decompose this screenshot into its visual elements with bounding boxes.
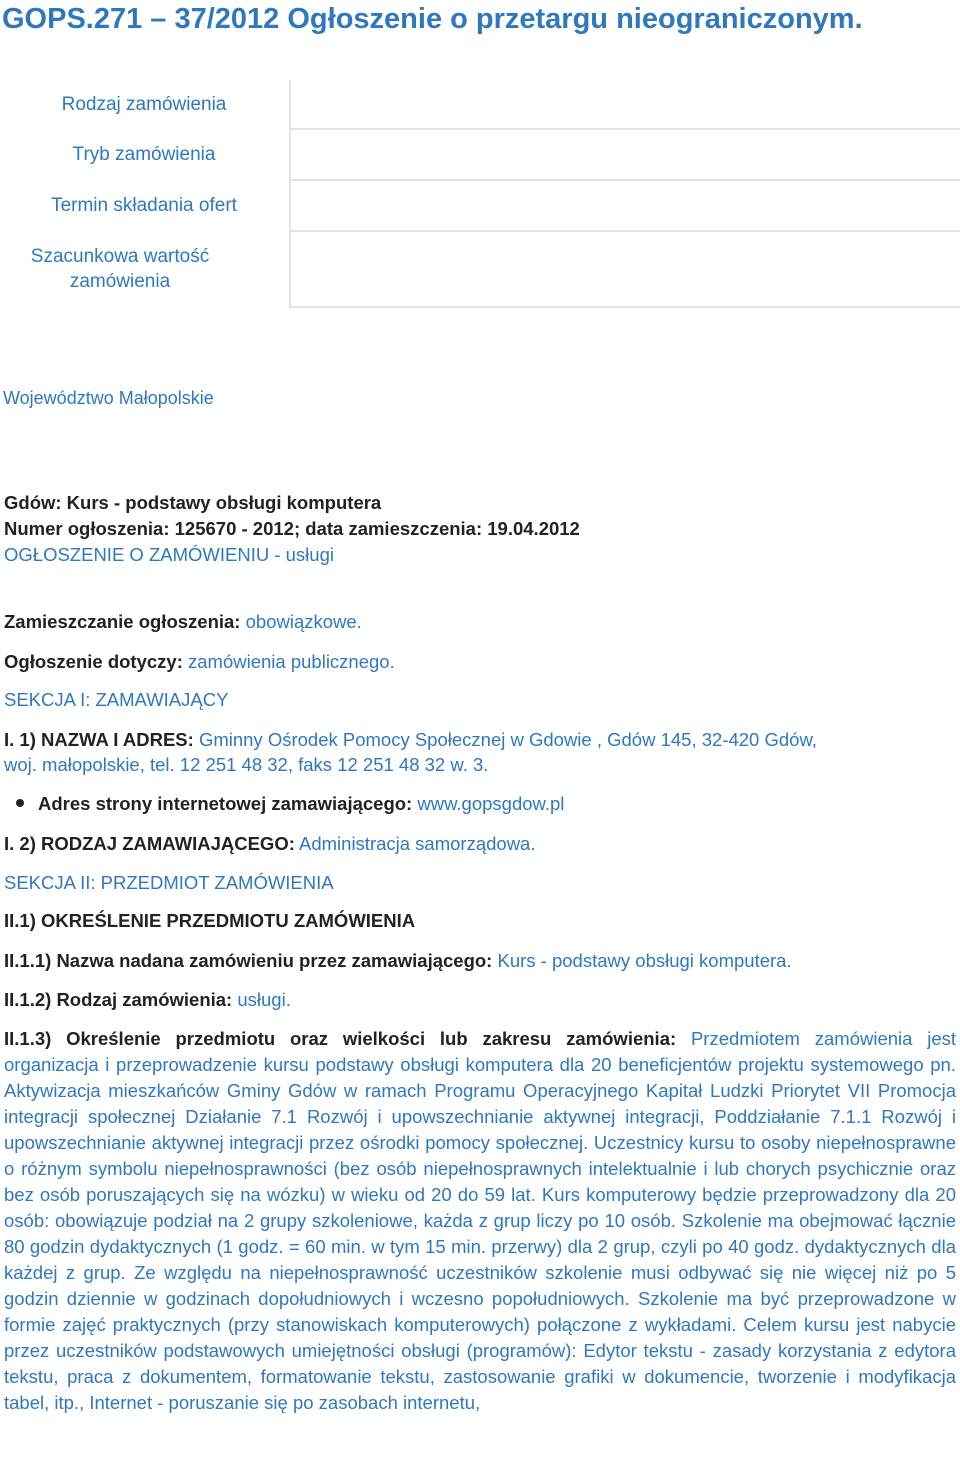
section-2-heading: SEKCJA II: PRZEDMIOT ZAMÓWIENIA <box>4 872 334 893</box>
posting-label: Zamieszczanie ogłoszenia: <box>4 611 241 632</box>
concerns-value: zamówienia publicznego. <box>188 651 395 672</box>
authority-type-label: I. 2) RODZAJ ZAMAWIAJĄCEGO: <box>4 833 295 854</box>
table-divider <box>289 80 291 308</box>
order-scope-paragraph <box>4 1026 956 1416</box>
table-row-divider <box>291 128 960 130</box>
posting-value: obowiązkowe. <box>245 611 362 632</box>
website-row <box>16 792 564 816</box>
website-label: Adres strony internetowej zamawiającego: <box>38 793 413 814</box>
authority-type-value: Administracja samorządowa. <box>299 833 536 854</box>
info-label-deadline: Termin składania ofert <box>51 195 237 216</box>
table-row-divider <box>291 230 960 232</box>
region-label: Województwo Małopolskie <box>3 388 214 408</box>
authority-type-row <box>4 832 535 856</box>
info-label-procedure: Tryb zamówienia <box>72 144 216 165</box>
info-label-order-type: Rodzaj zamówienia <box>61 94 227 115</box>
order-kind-row <box>4 988 291 1012</box>
posting-row <box>4 610 362 634</box>
page-title: GOPS.271 – 37/2012 Ogłoszenie o przetargu nieograniczonym. <box>2 3 863 35</box>
contracting-authority-label: I. 1) NAZWA I ADRES: <box>4 729 194 750</box>
contracting-authority-row <box>4 728 817 752</box>
concerns-label: Ogłoszenie dotyczy: <box>4 651 183 672</box>
notice-number: Numer ogłoszenia: 125670 - 2012; data zamieszczenia: 19.04.2012 <box>4 518 580 539</box>
contracting-authority-address: woj. małopolskie, tel. 12 251 48 32, faks 12 251 48 32 w. 3. <box>4 754 489 775</box>
notice-heading: Gdów: Kurs - podstawy obsługi komputera <box>4 492 382 513</box>
order-kind-value: usługi. <box>237 989 291 1010</box>
table-row-divider <box>291 179 960 181</box>
info-label-estimated-value: Szacunkowa wartość zamówienia <box>30 246 210 292</box>
subject-subheading: II.1) OKREŚLENIE PRZEDMIOTU ZAMÓWIENIA <box>4 910 416 931</box>
order-name-row <box>4 949 792 973</box>
order-kind-label: II.1.2) Rodzaj zamówienia: <box>4 989 233 1010</box>
contracting-authority-value: Gminny Ośrodek Pomocy Społecznej w Gdowie , Gdów 145, 32-420 Gdów, <box>198 729 817 750</box>
notice-type: OGŁOSZENIE O ZAMÓWIENIU - usługi <box>4 544 334 565</box>
order-name-label: II.1.1) Nazwa nadana zamówieniu przez zamawiającego: <box>4 950 493 971</box>
section-1-heading: SEKCJA I: ZAMAWIAJĄCY <box>4 689 229 710</box>
order-scope-value: Przedmiotem zamówienia jest organizacja i przeprowadzenie kursu podstawy obsługi komputera dla 20 beneficjentów projektu systemowego pn. Aktywizacja mieszkańców Gminy Gdów w ramach Programu Operacyjnego Kapitał Ludzki Priorytet VII Promocja integracji społecznej Działanie 7.1 Rozwój i upowszechnianie aktywnej integracji, Poddziałanie 7.1.1 Rozwój i upowszechnianie aktywnej integracji przez ośrodki pomocy społecznej. Uczestnicy kursu to osoby niepełnosprawne o różnym symbolu niepełnosprawności (bez osób niepełnosprawnych intelektualnie i lub chorych psychicznie oraz bez osób poruszających się na wózku) w wieku od 20 do 59 lat. Kurs komputerowy będzie przeprowadzony dla 20 osób: obowiązuje podział na 2 grupy szkoleniowe, każda z grup liczy po 10 osób. Szkolenie ma obejmować łącznie 80 godzin dydaktycznych (1 godz. = 60 min. w tym 15 min. przerwy) dla 2 grup, czyli po 40 godz. dydaktycznych dla każdej z grup. Ze względu na niepełnosprawność uczestników szkolenie musi odbywać się nie więcej niż po 5 godzin dziennie w godzinach dopołudniowych i wczesno popołudniowych. Szkolenie ma być przeprowadzone w formie zajęć praktycznych (przy stanowiskach komputerowych) połączone z wykładami. Celem kursu jest nabycie przez uczestników podstawowych umiejętności obsługi (programów): Edytor tekstu - zasady korzystania z edytora tekstu, praca z dokumentem, formatowanie tekstu, zastosowanie grafiki w dokumencie, tworzenie i modyfikacja tabel, itp., Internet - poruszanie się po zasobach internetu, <box>4 1028 957 1413</box>
concerns-row <box>4 650 395 674</box>
website-link[interactable]: www.gopsgdow.pl <box>417 793 565 814</box>
order-scope-label: II.1.3) Określenie przedmiotu oraz wielkości lub zakresu zamówienia: <box>4 1028 677 1049</box>
bullet-icon <box>16 799 24 807</box>
table-row-divider <box>291 306 960 308</box>
order-name-value: Kurs - podstawy obsługi komputera. <box>497 950 792 971</box>
